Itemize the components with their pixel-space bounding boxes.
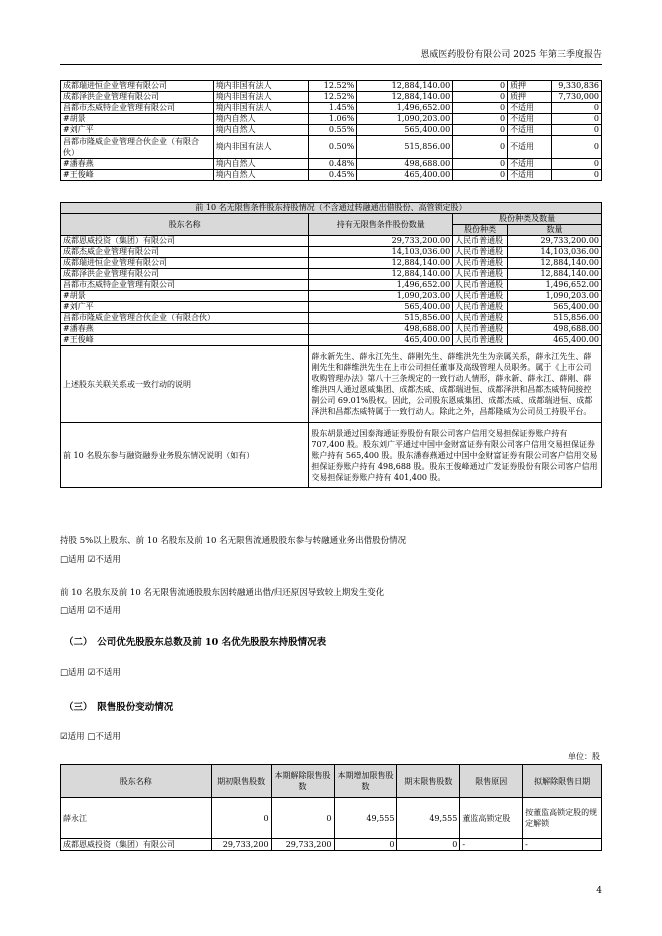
column-header: 本期增加限售股数 [334, 765, 397, 798]
table-row [61, 280, 602, 291]
table-cell: 12.52% [309, 92, 357, 103]
table-cell: 12,884,140.00 [508, 269, 602, 280]
table-row [61, 302, 602, 313]
table-cell: 境内非国有法人 [213, 81, 309, 92]
table-cell: 1.45% [309, 103, 357, 114]
table-cell: 人民币普通股 [453, 280, 508, 291]
table-cell: 515,856.00 [309, 313, 453, 324]
table-row [61, 136, 602, 159]
table-cell: 昌都市隆威企业管理合伙企业（有限合伙） [61, 313, 309, 324]
table-cell: 境内自然人 [213, 170, 309, 181]
table-cell: 0 [453, 159, 508, 170]
table-cell: #王俊峰 [61, 335, 309, 346]
column-header: 拟解除限售日期 [523, 765, 602, 798]
table-cell: 465,400.00 [309, 335, 453, 346]
table-cell: 人民币普通股 [453, 313, 508, 324]
table-cell: 0 [397, 839, 460, 851]
table-cell: 昌都市杰威特企业管理有限公司 [61, 103, 214, 114]
related-text: 薛永新先生、薛永江先生、薛刚先生、薛维洪先生为亲属关系，薛永江先生、薛刚先生和薛维洪先生在上市公司担任董事及高级管理人员职务。属于《上市公司收购管理办法》第八十三条规定的一致行动人情形，薛永新、薛永江、薛刚、薛维洪四人通过恩威集团、成都杰威、成都瑞进恒、成都泽洪和昌都杰威特间接控制公司 69.01%股权。因此，公司股东恩威集团、成都杰威、成都瑞进恒、成都泽洪和昌都杰威特属于一致行动人。除此之外，昌都隆威为公司员工持股平台。 [309, 346, 602, 423]
table-cell: 境内非国有法人 [213, 136, 309, 159]
table-cell: 29,733,200.00 [309, 236, 453, 247]
table-cell: #潘春燕 [61, 324, 309, 335]
column-header: 期末限售股数 [397, 765, 460, 798]
table-cell: 565,400.00 [357, 125, 453, 136]
table-cell: 515,856.00 [508, 313, 602, 324]
table-cell: 人民币普通股 [453, 302, 508, 313]
table-row [61, 92, 602, 103]
table-cell: 29,733,200 [211, 839, 271, 851]
table-cell: - [523, 839, 602, 851]
table-cell: #王俊峰 [61, 170, 214, 181]
table-cell: 境内非国有法人 [213, 92, 309, 103]
table-row [61, 798, 602, 839]
margin-label: 前 10 名股东参与融资融券业务股东情况说明（如有） [61, 423, 309, 488]
table-cell: 不适用 [508, 170, 552, 181]
table-cell: 按董监高锁定股的规定解锁 [523, 798, 602, 839]
table-cell: - [460, 839, 523, 851]
table-cell: 成都恩威投资（集团）有限公司 [61, 236, 309, 247]
unrestricted-title: 前 10 名无限售条件股东持股情况（不含通过转融通出借股份、高管锁定股） [61, 203, 602, 214]
table-cell: 成都泽洪企业管理有限公司 [61, 269, 309, 280]
table-cell: 人民币普通股 [453, 335, 508, 346]
table-cell: 0 [453, 103, 508, 114]
table-cell: 境内自然人 [213, 159, 309, 170]
table-row [61, 269, 602, 280]
table-header-row [61, 765, 602, 798]
table-cell: 0 [551, 114, 601, 125]
col-header-qty: 持有无限售条件股份数量 [309, 214, 453, 236]
page-header: 恩威医药股份有限公司 2025 年第三季度报告 [420, 50, 602, 60]
table-row [61, 335, 602, 346]
table-cell: 515,856.00 [357, 136, 453, 159]
table-cell: 昌都市杰威特企业管理有限公司 [61, 280, 309, 291]
table-cell: 1,090,203.00 [508, 291, 602, 302]
table-cell: 0 [551, 125, 601, 136]
table-row [61, 258, 602, 269]
table-cell: 49,555 [397, 798, 460, 839]
table-row [61, 125, 602, 136]
table-cell: 1,496,652.00 [309, 280, 453, 291]
table-cell: 29,733,200 [271, 839, 334, 851]
header-divider [60, 64, 602, 65]
table-cell: #潘春燕 [61, 159, 214, 170]
table-cell: 人民币普通股 [453, 324, 508, 335]
table-cell: 14,103,036.00 [309, 247, 453, 258]
table-cell: 成都瑞进恒企业管理有限公司 [61, 258, 309, 269]
table-cell: 0.55% [309, 125, 357, 136]
unrestricted-shareholders-table [60, 202, 602, 488]
table-cell: 不适用 [508, 136, 552, 159]
table-row [61, 114, 602, 125]
table-cell: 498,688.00 [357, 159, 453, 170]
col-header-name: 股东名称 [61, 214, 309, 236]
table-cell: 465,400.00 [508, 335, 602, 346]
table-cell: 0 [453, 136, 508, 159]
table-cell: 人民币普通股 [453, 247, 508, 258]
table-cell: 0 [271, 798, 334, 839]
table-cell: #刘广平 [61, 302, 309, 313]
related-label: 上述股东关联关系或一致行动的说明 [61, 346, 309, 423]
table-cell: 1,090,203.00 [309, 291, 453, 302]
table-cell: 1,496,652.00 [357, 103, 453, 114]
section2-title: （二） 公司优先股股东总数及前 10 名优先股股东持股情况表 [64, 637, 327, 648]
table-cell: 成都瑞进恒企业管理有限公司 [61, 81, 214, 92]
table-cell: 498,688.00 [508, 324, 602, 335]
unit-label: 单位：股 [568, 752, 600, 761]
change-note: 前 10 名股东及前 10 名无限售流通股股东因转融通出借/归还原因导致较上期发生变化 [60, 588, 385, 598]
table-cell: 565,400.00 [309, 302, 453, 313]
table-cell: 565,400.00 [508, 302, 602, 313]
table-cell: 人民币普通股 [453, 291, 508, 302]
table-cell: 0 [453, 92, 508, 103]
table-cell: 境内自然人 [213, 114, 309, 125]
table-cell: 质押 [508, 92, 552, 103]
table-cell: 1,496,652.00 [508, 280, 602, 291]
table-row [61, 324, 602, 335]
table-cell: #胡景 [61, 114, 214, 125]
table-cell: 12,884,140.00 [309, 269, 453, 280]
table-cell: 498,688.00 [309, 324, 453, 335]
table-cell: #刘广平 [61, 125, 214, 136]
col-header-amount: 数量 [508, 225, 602, 236]
table-cell: 0 [453, 170, 508, 181]
table-cell: 不适用 [508, 159, 552, 170]
table-cell: 0.45% [309, 170, 357, 181]
table-cell: 0.48% [309, 159, 357, 170]
table-cell: #胡景 [61, 291, 309, 302]
section3-title: （三） 限售股份变动情况 [64, 702, 174, 713]
table-cell: 成都泽洪企业管理有限公司 [61, 92, 214, 103]
table-cell: 12,884,140.00 [309, 258, 453, 269]
table-row [61, 81, 602, 92]
column-header: 本期解除限售股数 [271, 765, 334, 798]
table-cell: 0 [551, 136, 601, 159]
table-cell: 人民币普通股 [453, 269, 508, 280]
section3-choice: ☑适用 □不适用 [60, 732, 121, 742]
table-cell: 董监高锁定股 [460, 798, 523, 839]
table-cell: 成都杰威企业管理有限公司 [61, 247, 309, 258]
table-cell: 465,400.00 [357, 170, 453, 181]
section2-choice: □适用 ☑不适用 [60, 668, 121, 678]
table-row [61, 291, 602, 302]
table-cell: 7,730,000 [551, 92, 601, 103]
lending-choice: □适用 ☑不适用 [60, 555, 121, 565]
table-cell: 0 [453, 125, 508, 136]
table-row [61, 247, 602, 258]
column-header: 期初限售股数 [211, 765, 271, 798]
table-row [61, 103, 602, 114]
table-cell: 0 [211, 798, 271, 839]
table-cell: 0.50% [309, 136, 357, 159]
table-cell: 薛永江 [61, 798, 212, 839]
table-cell: 质押 [508, 81, 552, 92]
column-header: 限售原因 [460, 765, 523, 798]
margin-text: 股东胡景通过国泰海通证券股份有限公司客户信用交易担保证券账户持有 707,400 股。股东刘广平通过中国中金财富证券有限公司客户信用交易担保证券账户持有 565,400 股。股东潘春燕通过中国中金财富证券有限公司客户信用交易担保证券账户持有 498,688 股。股东王俊峰通过广发证券股份有限公司客户信用交易担保证券账户持有 401,400 股。 [309, 423, 602, 488]
table-cell: 0 [551, 170, 601, 181]
table-cell: 1,090,203.00 [357, 114, 453, 125]
table-cell: 14,103,036.00 [508, 247, 602, 258]
lending-note: 持股 5%以上股东、前 10 名股东及前 10 名无限售流通股股东参与转融通业务出借股份情况 [60, 536, 407, 546]
table-row [61, 313, 602, 324]
top10-shareholders-table [60, 80, 602, 181]
table-cell: 12,884,140.00 [357, 81, 453, 92]
table-cell: 0 [551, 103, 601, 114]
table-cell: 9,330,836 [551, 81, 601, 92]
table-cell: 12.52% [309, 81, 357, 92]
page-number: 4 [596, 886, 602, 896]
table-cell: 境内自然人 [213, 125, 309, 136]
change-choice: □适用 ☑不适用 [60, 606, 121, 616]
table-row [61, 236, 602, 247]
table-cell: 境内非国有法人 [213, 103, 309, 114]
table-cell: 0 [551, 159, 601, 170]
table-cell: 12,884,140.00 [508, 258, 602, 269]
col-header-type-group: 股份种类及数量 [453, 214, 602, 225]
table-cell: 昌都市隆威企业管理合伙企业（有限合伙） [61, 136, 214, 159]
table-row [61, 159, 602, 170]
table-cell: 0 [334, 839, 397, 851]
table-cell: 不适用 [508, 125, 552, 136]
restricted-shares-table [60, 764, 602, 851]
table-row [61, 839, 602, 851]
table-cell: 不适用 [508, 114, 552, 125]
table-cell: 人民币普通股 [453, 258, 508, 269]
table-cell: 0 [453, 114, 508, 125]
table-row [61, 170, 602, 181]
table-cell: 成都恩威投资（集团）有限公司 [61, 839, 212, 851]
table-cell: 29,733,200.00 [508, 236, 602, 247]
table-cell: 12,884,140.00 [357, 92, 453, 103]
col-header-type: 股份种类 [453, 225, 508, 236]
table-cell: 1.06% [309, 114, 357, 125]
table-cell: 不适用 [508, 103, 552, 114]
table-cell: 人民币普通股 [453, 236, 508, 247]
table-cell: 49,555 [334, 798, 397, 839]
column-header: 股东名称 [61, 765, 212, 798]
table-cell: 0 [453, 81, 508, 92]
